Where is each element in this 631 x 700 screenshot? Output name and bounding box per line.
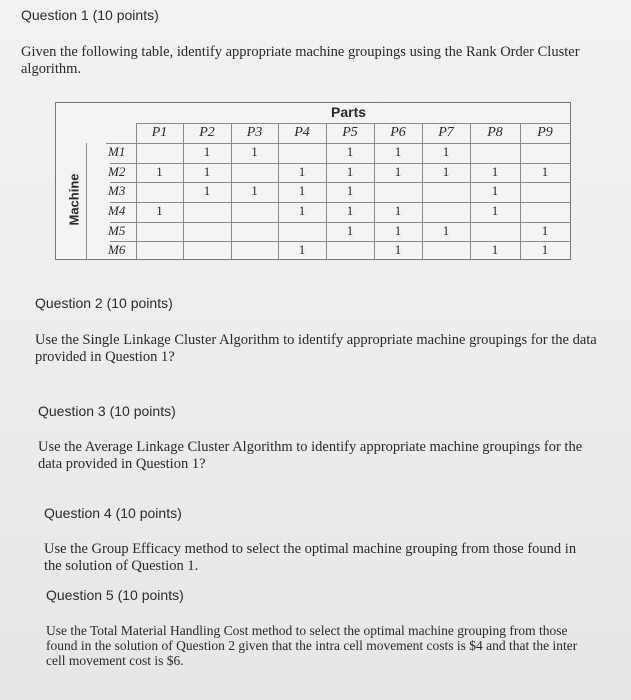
table-cell: 1 [541, 222, 549, 238]
column-header-p8: P8 [487, 125, 503, 140]
table-cell: 1 [346, 222, 354, 238]
row-label-m3: M3 [108, 183, 126, 199]
table-cell: 1 [442, 144, 450, 159]
machine-title: Machine [66, 173, 82, 226]
table-cell: 1 [346, 163, 354, 179]
table-cell: 1 [491, 242, 499, 258]
parts-title: Parts [331, 104, 367, 120]
table-cell: 1 [541, 242, 549, 258]
q1-text: Given the following table, identify appropriate machine groupings using the Rank Order Cluster algorithm. [21, 44, 580, 77]
table-cell: 1 [203, 163, 211, 179]
table-cell: 1 [203, 183, 211, 199]
column-header-p9: P9 [537, 125, 553, 140]
row-label-m6: M6 [108, 242, 126, 258]
column-header-p1: P1 [151, 125, 168, 140]
table-cell: 1 [346, 144, 354, 159]
table-cell: 1 [203, 144, 211, 159]
row-label-m2: M2 [108, 163, 126, 179]
table-cell: 1 [541, 163, 549, 179]
table-cell: 1 [346, 203, 354, 218]
table-cell: 1 [394, 222, 402, 238]
table-cell: 1 [298, 242, 306, 258]
q5-heading: Question 5 (10 points) [46, 587, 184, 603]
table-cell: 1 [394, 163, 402, 179]
column-header-p5: P5 [342, 125, 358, 140]
column-header-p6: P6 [390, 125, 406, 140]
q3-text: Use the Average Linkage Cluster Algorithm to identify appropriate machine groupings for the data provided in Question 1? [38, 439, 583, 472]
table-rule [86, 143, 87, 259]
table-cell: 1 [491, 183, 499, 199]
q3-heading: Question 3 (10 points) [38, 403, 176, 419]
table-cell: 1 [442, 222, 450, 238]
column-header-p3: P3 [246, 125, 263, 140]
table-cell: 1 [491, 163, 499, 179]
row-label-m4: M4 [108, 203, 126, 218]
table-cell: 1 [394, 242, 402, 258]
table-cell: 1 [491, 203, 499, 218]
q1-heading: Question 1 (10 points) [21, 7, 159, 23]
table-cell: 1 [156, 203, 163, 218]
q4-text: Use the Group Efficacy method to select the optimal machine grouping from those found in the solution of Question 1. [44, 541, 577, 574]
table-cell: 1 [394, 203, 402, 218]
q2-text: Use the Single Linkage Cluster Algorithm to identify appropriate machine groupings for the data provided in Question 1? [35, 332, 597, 365]
q5-text: Use the Total Material Handling Cost method to select the optimal machine grouping from those found in the solution of Question 2 given that the intra cell movement costs is $4 and that the inter cell movement cost is $6. [46, 623, 578, 668]
q4-heading: Question 4 (10 points) [44, 505, 182, 521]
table-cell: 1 [442, 163, 450, 179]
table-cell: 1 [298, 203, 306, 218]
q2-heading: Question 2 (10 points) [35, 295, 173, 311]
column-header-p4: P4 [294, 125, 310, 140]
table-cell: 1 [156, 163, 163, 179]
table-cell: 1 [298, 183, 306, 199]
table-cell: 1 [394, 144, 402, 159]
table-cell: 1 [298, 163, 306, 179]
row-label-m1: M1 [108, 144, 126, 159]
table-cell: 1 [251, 144, 258, 159]
machine-part-table [55, 102, 571, 260]
column-header-p2: P2 [199, 125, 215, 140]
table-cell: 1 [251, 183, 258, 199]
column-header-p7: P7 [438, 125, 454, 140]
row-label-m5: M5 [108, 222, 126, 238]
table-cell: 1 [346, 183, 354, 199]
table-rule [136, 123, 137, 259]
